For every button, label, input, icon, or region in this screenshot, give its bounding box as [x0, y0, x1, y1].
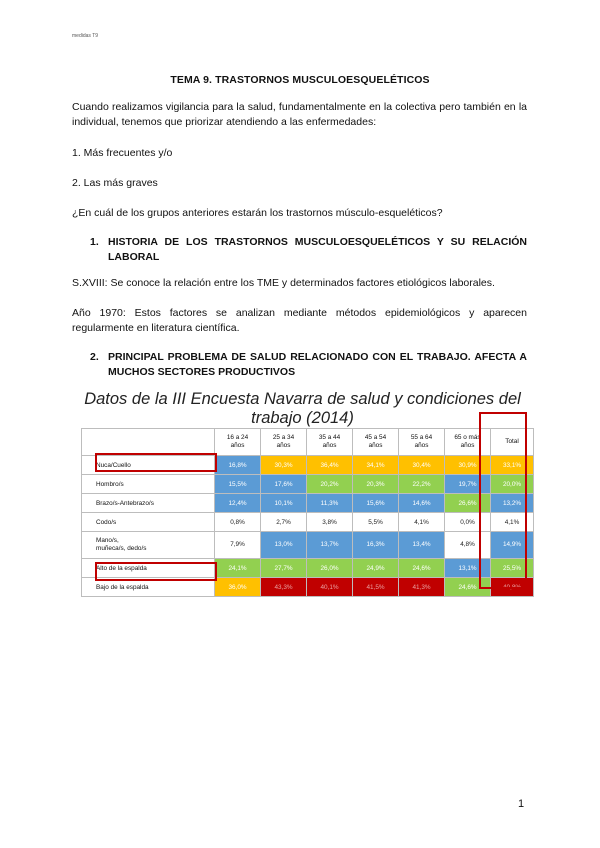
table-cell: 22,2% — [399, 475, 445, 494]
table-cell: 41,5% — [353, 578, 399, 597]
section-title: PRINCIPAL PROBLEMA DE SALUD RELACIONADO CON EL TRABAJO. AFECTA A MUCHOS SECTORES PRODUCTIVOS — [108, 351, 527, 378]
paragraph-1970: Año 1970: Estos factores se analizan mediante métodos epidemiológicos y aparecen regularmente en literatura científica. — [72, 307, 527, 334]
table-row — [82, 494, 534, 513]
intro-paragraph: Cuando realizamos vigilancia para la salud, fundamentalmente en la colectiva pero también en la individual, tenemos que priorizar atendiendo a las enfermedades: — [72, 101, 527, 128]
table-cell-total: 33,1% — [491, 456, 534, 475]
table-cell: 30,3% — [261, 456, 307, 475]
table-cell-total: 40,8% — [491, 578, 534, 597]
table-cell: 0,8% — [215, 513, 261, 532]
table-cell: 5,5% — [353, 513, 399, 532]
column-header: 16 a 24 años — [215, 429, 261, 456]
table-cell: 26,0% — [307, 559, 353, 578]
column-header-total: Total — [491, 429, 534, 456]
section-heading-1 — [90, 235, 527, 265]
table-cell: 24,9% — [353, 559, 399, 578]
table-cell: 41,3% — [399, 578, 445, 597]
row-label: Codo/s — [82, 513, 215, 532]
table-cell: 12,4% — [215, 494, 261, 513]
table-cell: 0,0% — [445, 513, 491, 532]
section-title: HISTORIA DE LOS TRASTORNOS MUSCULOESQUELÉTICOS Y SU RELACIÓN LABORAL — [108, 236, 527, 263]
table-row — [82, 475, 534, 494]
table-cell: 16,8% — [215, 456, 261, 475]
table-cell: 20,3% — [353, 475, 399, 494]
table-cell: 4,1% — [399, 513, 445, 532]
table-cell: 13,0% — [261, 532, 307, 559]
table-header-row — [82, 429, 534, 456]
question-paragraph: ¿En cuál de los grupos anteriores estarán los trastornos músculo-esqueléticos? — [72, 207, 443, 219]
row-label: Brazo/s-Antebrazo/s — [82, 494, 215, 513]
table-cell: 15,5% — [215, 475, 261, 494]
table-cell: 13,7% — [307, 532, 353, 559]
paragraph-sxviii: S.XVIII: Se conoce la relación entre los TME y determinados factores etiológicos laborales. — [72, 277, 495, 289]
table-cell: 24,6% — [399, 559, 445, 578]
figure-title — [80, 390, 525, 428]
list-item: 1. Más frecuentes y/o — [72, 147, 173, 159]
row-label: Nuca/Cuello — [82, 456, 215, 475]
figure-title-line: Datos de la III Encuesta Navarra de salud y condiciones del — [84, 390, 521, 408]
column-header: 65 o más años — [445, 429, 491, 456]
table-cell: 27,7% — [261, 559, 307, 578]
table-cell: 24,6% — [445, 578, 491, 597]
highlight-box-total — [479, 412, 527, 589]
list-item: 2. Las más graves — [72, 177, 158, 189]
column-header: 45 a 54 años — [353, 429, 399, 456]
table-cell: 15,6% — [353, 494, 399, 513]
table-corner — [82, 429, 215, 456]
table-cell-total: 4,1% — [491, 513, 534, 532]
table-cell: 13,4% — [399, 532, 445, 559]
table-cell: 16,3% — [353, 532, 399, 559]
table-cell: 36,4% — [307, 456, 353, 475]
table-cell: 36,0% — [215, 578, 261, 597]
document-title: TEMA 9. TRASTORNOS MUSCULOESQUELÉTICOS — [170, 74, 430, 86]
section-heading-2 — [90, 350, 527, 380]
table-cell: 30,4% — [399, 456, 445, 475]
table-cell: 10,1% — [261, 494, 307, 513]
table-cell: 30,9% — [445, 456, 491, 475]
row-label: Bajo de la espalda — [82, 578, 215, 597]
table-cell: 2,7% — [261, 513, 307, 532]
figure-title-line: trabajo (2014) — [251, 409, 354, 427]
table-cell-total: 25,5% — [491, 559, 534, 578]
table-cell: 17,6% — [261, 475, 307, 494]
column-header: 35 a 44 años — [307, 429, 353, 456]
row-label: Alto de la espalda — [82, 559, 215, 578]
table-cell: 19,7% — [445, 475, 491, 494]
table-cell: 14,6% — [399, 494, 445, 513]
column-header: 55 a 64 años — [399, 429, 445, 456]
table-row — [82, 532, 534, 559]
running-header: medidas T9 — [72, 33, 99, 39]
table-cell-total: 20,0% — [491, 475, 534, 494]
table-cell-total: 14,9% — [491, 532, 534, 559]
table-cell-total: 13,2% — [491, 494, 534, 513]
table-cell: 24,1% — [215, 559, 261, 578]
page-number: 1 — [518, 798, 525, 810]
table-cell: 43,3% — [261, 578, 307, 597]
table-cell: 20,2% — [307, 475, 353, 494]
row-label: Hombro/s — [82, 475, 215, 494]
highlight-box-neck — [95, 453, 217, 472]
section-number: 2. — [90, 351, 99, 363]
table-cell: 13,1% — [445, 559, 491, 578]
table-cell: 7,9% — [215, 532, 261, 559]
table-cell: 40,1% — [307, 578, 353, 597]
table-row — [82, 513, 534, 532]
column-header: 25 a 34 años — [261, 429, 307, 456]
highlight-box-low-back — [95, 562, 217, 581]
table-cell: 3,8% — [307, 513, 353, 532]
row-label: Mano/s, muñeca/s, dedo/s — [82, 532, 215, 559]
table-cell: 11,3% — [307, 494, 353, 513]
table-cell: 4,8% — [445, 532, 491, 559]
section-number: 1. — [90, 236, 99, 248]
table-cell: 34,1% — [353, 456, 399, 475]
table-cell: 26,6% — [445, 494, 491, 513]
